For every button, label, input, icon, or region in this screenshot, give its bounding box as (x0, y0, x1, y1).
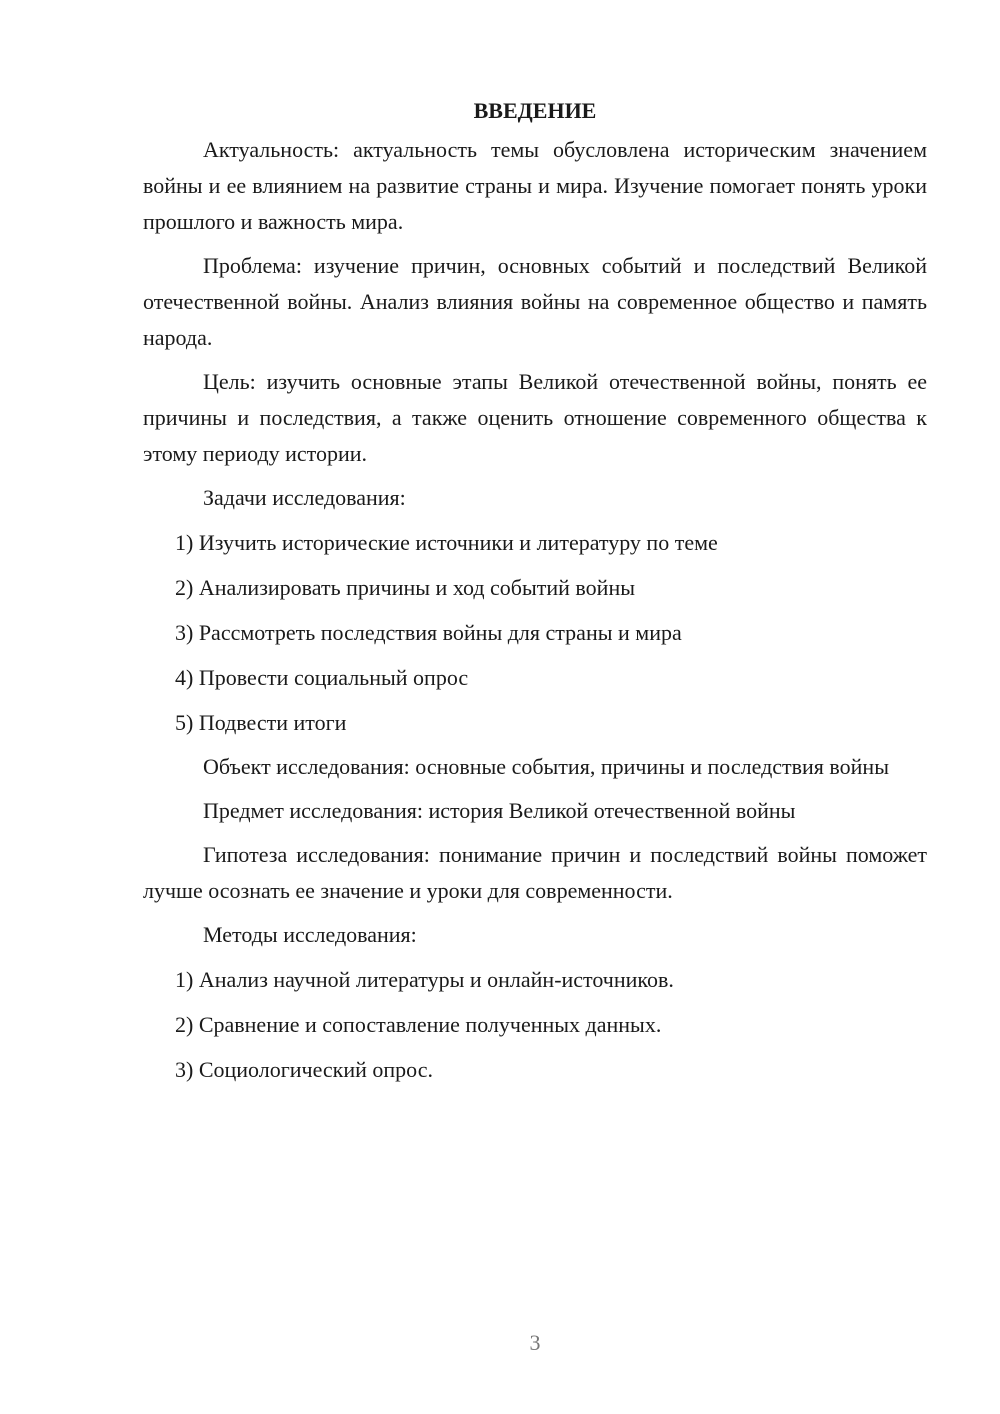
problem-paragraph: Проблема: изучение причин, основных событий и последствий Великой отечественной войны. Анализ влияния войны на современное общество и память народа. (143, 253, 927, 350)
list-item: 2) Сравнение и сопоставление полученных данных. (175, 1012, 662, 1037)
list-item: 2) Анализировать причины и ход событий войны (175, 575, 636, 600)
tasks-heading: Задачи исследования: (203, 485, 406, 510)
relevance-paragraph: Актуальность: актуальность темы обусловлена историческим значением войны и ее влиянием на развитие страны и мира. Изучение помогает понять уроки прошлого и важность мира. (143, 137, 927, 234)
section-title: ВВЕДЕНИЕ (473, 98, 597, 123)
list-item: 5) Подвести итоги (175, 710, 347, 735)
list-item: 3) Рассмотреть последствия войны для страны и мира (175, 620, 682, 645)
page-number: 3 (529, 1330, 541, 1355)
goal-paragraph: Цель: изучить основные этапы Великой отечественной войны, понять ее причины и последствия, а также оценить отношение современного общества к этому периоду истории. (143, 369, 927, 466)
subject-paragraph: Предмет исследования: история Великой отечественной войны (203, 798, 796, 823)
list-item: 4) Провести социальный опрос (175, 665, 469, 690)
tasks-list (143, 525, 927, 741)
object-paragraph: Объект исследования: основные события, причины и последствия войны (203, 754, 889, 779)
list-item: 3) Социологический опрос. (175, 1057, 433, 1082)
methods-heading: Методы исследования: (203, 922, 417, 947)
methods-list (143, 962, 927, 1088)
document-page (143, 94, 927, 1088)
list-item: 1) Анализ научной литературы и онлайн-источников. (175, 967, 674, 992)
list-item: 1) Изучить исторические источники и литературу по теме (175, 530, 718, 555)
hypothesis-paragraph: Гипотеза исследования: понимание причин и последствий войны поможет лучше осознать ее значение и уроки для современности. (143, 842, 927, 903)
